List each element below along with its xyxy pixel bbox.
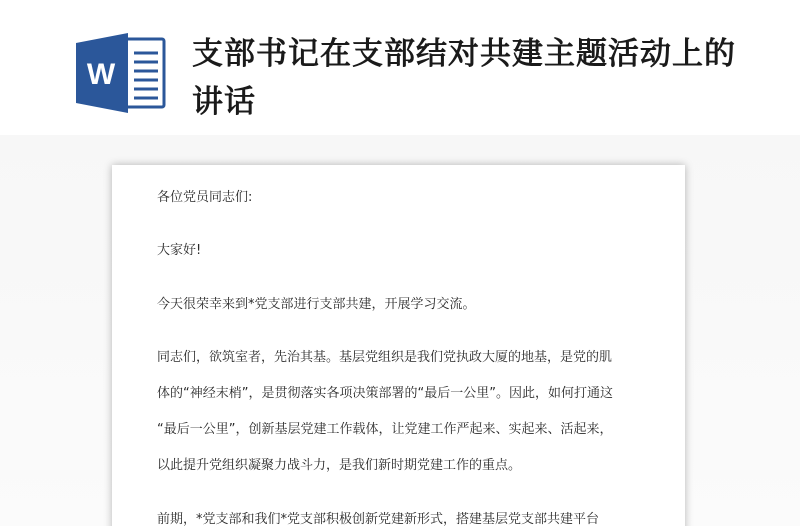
paragraph-p1-line-4: 以此提升党组织凝聚力战斗力，是我们新时期党建工作的重点。 (157, 458, 522, 473)
paragraph-p1-line-1: 同志们，欲筑室者，先治其基。基层党组织是我们党执政大厦的地基，是党的肌 (157, 350, 613, 365)
paragraph-p1-line-2: 体的“神经末梢”，是贯彻落实各项决策部署的“最后一公里”。因此，如何打通这 (157, 386, 613, 401)
paragraph-p2-line-1: 前期，*党支部和我们*党支部积极创新党建新形式，搭建基层党支部共建平台 (157, 512, 600, 526)
paragraph-greeting-line-1: 各位党员同志们: (157, 190, 253, 205)
header-banner (0, 0, 800, 135)
svg-text:W: W (86, 58, 116, 91)
document-page (112, 165, 685, 526)
paragraph-hello-line-1: 大家好! (157, 243, 202, 258)
word-document-icon (76, 33, 166, 113)
document-title: 支部书记在支部结对共建主题活动上的讲话 (192, 36, 736, 120)
paragraph-p1-line-3: “最后一公里”，创新基层党建工作载体，让党建工作严起来、实起来、活起来， (157, 422, 613, 437)
paragraph-intro-line-1: 今天很荣幸来到*党支部进行支部共建，开展学习交流。 (157, 297, 476, 312)
